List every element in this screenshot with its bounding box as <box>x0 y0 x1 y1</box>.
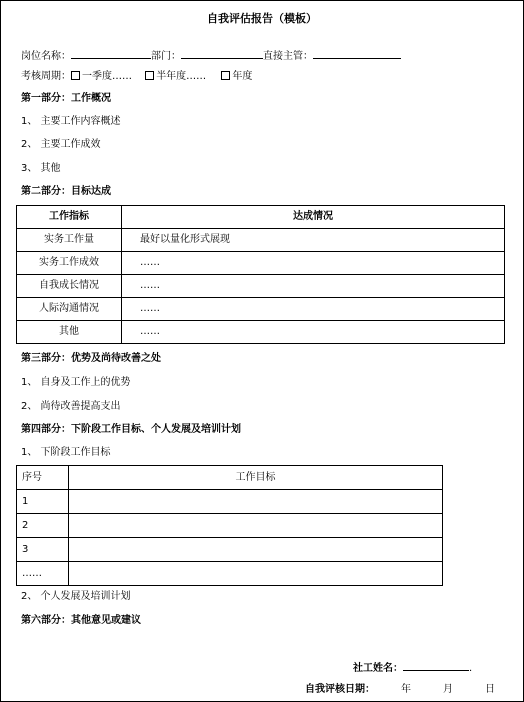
target-cell[interactable] <box>69 490 443 514</box>
half-year-option-label: 半年度…… <box>156 71 207 82</box>
table-header-cell: 工作指标 <box>17 206 122 229</box>
supervisor-field[interactable] <box>313 49 401 59</box>
name-label: 社工姓名： <box>353 663 403 674</box>
table-row <box>17 538 443 562</box>
part4-heading: 第四部分：下阶段工作目标、个人发展及培训计划 <box>21 424 241 435</box>
indicator-cell: 实务工作成效 <box>17 252 122 275</box>
indicator-cell: 自我成长情况 <box>17 275 122 298</box>
half-year-checkbox[interactable] <box>145 71 154 80</box>
table-row <box>17 514 443 538</box>
target-cell[interactable] <box>69 514 443 538</box>
goals-table <box>16 205 505 344</box>
document-title: 自我评估报告（模板） <box>207 12 317 25</box>
table-row <box>17 321 505 344</box>
department-field[interactable] <box>181 49 263 59</box>
signature-date-row <box>305 685 495 695</box>
quarter-option-label: 一季度…… <box>82 71 132 82</box>
table-header-cell: 工作目标 <box>69 466 443 490</box>
target-cell[interactable] <box>69 538 443 562</box>
part4-subheading: 1、 下阶段工作目标 <box>21 447 111 458</box>
period-label: 考核周期： <box>21 71 71 82</box>
table-row <box>17 490 443 514</box>
period-row <box>21 71 252 82</box>
table-row <box>17 298 505 321</box>
supervisor-label: 直接主管： <box>263 51 313 62</box>
table-row <box>17 252 505 275</box>
seq-cell: …… <box>17 562 69 586</box>
table-row <box>17 229 505 252</box>
part1-item: 1、 主要工作内容概述 <box>21 116 121 127</box>
year-label: 年 <box>401 684 411 695</box>
date-label: 自我评核日期： <box>305 684 375 695</box>
result-cell[interactable]: …… <box>122 321 505 344</box>
targets-table <box>16 465 443 586</box>
day-label: 日 <box>485 684 495 695</box>
result-cell[interactable]: …… <box>122 275 505 298</box>
part3-item: 2、 尚待改善提高支出 <box>21 401 121 412</box>
month-label: 月 <box>443 684 453 695</box>
seq-cell: 2 <box>17 514 69 538</box>
part6-heading: 第六部分：其他意见或建议 <box>21 615 141 626</box>
position-label: 岗位名称： <box>21 51 71 62</box>
part1-heading: 第一部分：工作概况 <box>21 93 111 104</box>
table-header-row <box>17 206 505 229</box>
department-label: 部门： <box>151 51 181 62</box>
part2-heading: 第二部分：目标达成 <box>21 186 111 197</box>
name-suffix: . <box>469 663 473 674</box>
part1-item: 3、 其他 <box>21 163 61 174</box>
result-cell[interactable]: …… <box>122 298 505 321</box>
part3-heading: 第三部分：优势及尚待改善之处 <box>21 353 161 364</box>
table-header-cell: 达成情况 <box>122 206 505 229</box>
table-row <box>17 562 443 586</box>
annual-checkbox[interactable] <box>221 71 230 80</box>
table-header-cell: 序号 <box>17 466 69 490</box>
table-header-row <box>17 466 443 490</box>
name-field[interactable] <box>403 661 469 671</box>
indicator-cell: 其他 <box>17 321 122 344</box>
part4-subheading: 2、 个人发展及培训计划 <box>21 591 131 602</box>
seq-cell: 1 <box>17 490 69 514</box>
result-cell[interactable]: 最好以量化形式展现 <box>122 229 505 252</box>
table-row <box>17 275 505 298</box>
position-field[interactable] <box>71 49 151 59</box>
result-cell[interactable]: …… <box>122 252 505 275</box>
target-cell[interactable] <box>69 562 443 586</box>
quarter-checkbox[interactable] <box>71 71 80 80</box>
indicator-cell: 人际沟通情况 <box>17 298 122 321</box>
indicator-cell: 实务工作量 <box>17 229 122 252</box>
seq-cell: 3 <box>17 538 69 562</box>
part1-item: 2、 主要工作成效 <box>21 139 101 150</box>
header-fields-row <box>21 49 401 62</box>
part3-item: 1、 自身及工作上的优势 <box>21 377 131 388</box>
annual-option-label: 年度 <box>232 71 253 82</box>
signature-name-row <box>353 661 472 674</box>
